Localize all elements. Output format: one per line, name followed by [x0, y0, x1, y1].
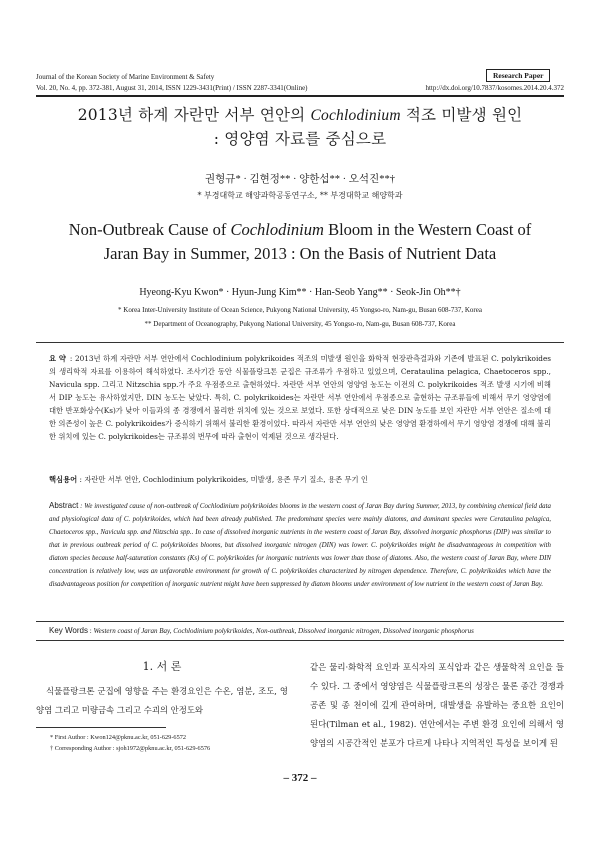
english-keywords: Key Words : Western coast of Jaran Bay, Cochlodinium polykrikoides, Non-outbreak, Dissolved inorganic nitrogen, Dissolved inorganic phosphorus: [49, 626, 474, 635]
footnote-rule: [36, 727, 166, 728]
intro-left-paragraph: 식물플랑크톤 군집에 영향을 주는 환경요인은 수온, 염분, 조도, 영양염 그리고 미량금속 그리고 수괴의 안정도와: [36, 686, 288, 715]
english-abstract-label: Abstract: [49, 501, 79, 510]
korean-keywords-label: 핵심용어: [49, 475, 78, 484]
english-authors: Hyeong-Kyu Kwon* · Hyun-Jung Kim** · Han-Seob Yang** · Seok-Jin Oh**†: [139, 287, 461, 298]
korean-abstract-label: 요 약: [49, 354, 66, 363]
section-heading-introduction: 1. 서 론: [142, 660, 182, 673]
korean-keywords: 핵심용어 : 자란만 서부 연안, Cochlodinium polykrikoides, 미발생, 용존 무기 질소, 용존 무기 인: [49, 475, 368, 484]
corresponding-author-footnote: † Corresponding Author : sjoh1972@pknu.ac.kr, 051-629-6576: [50, 745, 211, 752]
english-abstract: Abstract : We investigated cause of non-outbreak of Cochlodinium polykrikoides blooms in the western coast of Jaran Bay during Summer, 2013, by combining chemical field data and physiological data of C. polykrikoides, which had been already published. The predominant species were mainly diatoms, and dominant species were Cerataulina pelagica, Chaetoceros spp., Navicula spp. and Nitzschia spp.. In case of dissolved inorganic nutrients in the western coast of Jaran Bay, dissolved inorganic phosphorus (DIP) was similar to that in previous outbreak period of C. polykrikoides blooms, but dissolved inorganic nitrogen (DIN) was lower. C. polykrikoides might be disadvantageous in competition with diatom species because half-saturation constants (Ks) of C. polykrikoides for inorganic nutrients was lower than those of diatoms. Also, the western coast of Jaran Bay, where DIN concentration is relatively low, was an unfavorable environment for growth of C. polykrikoides characterized by nitrogen dependence. Therefore, C. polykrikoides which have the disadvantageous position for competition of inorganic nutrient might have been suppressed by diatom blooms under environment of low nutrient in the western coast of Jaran Bay.: [49, 501, 551, 588]
english-title-line2: Jaran Bay in Summer, 2013 : On the Basis of Nutrient Data: [103, 244, 497, 263]
korean-authors: 권형규* · 김현정** · 양한섭** · 오석진**†: [205, 174, 395, 185]
korean-affiliation: * 부경대학교 해양과학공동연구소, ** 부경대학교 해양학과: [197, 191, 403, 200]
abstract-top-rule: [36, 342, 564, 343]
korean-abstract: 요 약 : 2013년 하계 자란만 서부 연안에서 Cochlodinium polykrikoides 적조의 미발생 원인을 화학적 현장관측결과와 기존에 발표된 C. polykrikoides의 생리학적 자료를 이용하여 해석하였다. 조사기간 동안 식물플랑크톤 군집은 규조류가 우점하고 있었으며, Cerataulina pelagica, Chaetoceros spp., Navicula spp. 그리고 Nitzschia spp.가 주요 우점종으로 출현하였다. 자란만 서부 연안의 영양염 농도는 이전의 C. polykrikoides 적조 발생 시기에 비해서 DIP 농도는 유사하였지만, DIN 농도는 낮았다. 특히, C. polykrikoides는 자란만 서부 연안에서 우점종으로 출현하는 규조류들에 비해서 무기 영양염에 대한 반포화상수(Ks)가 낮아 이들과의 종 경쟁에서 불리한 위치에 있는 것으로 보였다. 또한 상대적으로 낮은 DIN 농도를 보인 자란만 서부 연안은 질소에 대한 의존성이 높은 C. polykrikoides가 증식하기 위해서 불리한 환경이었다. 따라서 자란만 서부 연안의 낮은 영양염 환경하에서 무기 영양염 경쟁에 대해 불리한 위치에 있는 C. polykrikoides는 규조류의 번무에 따라 출현이 억제된 것으로 생각된다.: [49, 354, 552, 441]
korean-title-line2: : 영양염 자료를 중심으로: [213, 130, 387, 148]
english-title-line1: Non-Outbreak Cause of Cochlodinium Bloom in the Western Coast of: [68, 220, 532, 239]
volume-line: Vol. 20, No. 4, pp. 372-381, August 31, 2014, ISSN 1229-3431(Print) / ISSN 2287-3341(Online): [36, 84, 308, 92]
english-keywords-text: Western coast of Jaran Bay, Cochlodinium polykrikoides, Non-outbreak, Dissolved inorganic nitrogen, Dissolved inorganic phosphorus: [93, 627, 474, 635]
journal-name: Journal of the Korean Society of Marine Environment & Safety: [36, 73, 215, 81]
abstract-bottom-rule: [36, 621, 564, 622]
english-affiliation-1: * Korea Inter-University Institute of Ocean Science, Pukyong National University, 45 Yongso-ro, Nam-gu, Busan 608-737, Korea: [118, 306, 482, 314]
header-rule: [36, 95, 564, 97]
korean-abstract-text: 2013년 하계 자란만 서부 연안에서 Cochlodinium polykrikoides 적조의 미발생 원인을 화학적 현장관측결과와 기존에 발표된 C. polykrikoides의 생리학적 자료를 이용하여 해석하였다. 조사기간 동안 식물플랑크톤 군집은 규조류가 우점하고 있었으며, Cerataulina pelagica, Chaetoceros spp., Navicula spp. 그리고 Nitzschia spp.가 주요 우점종으로 출현하였다. 자란만 서부 연안의 영양염 농도는 이전의 C. polykrikoides 적조 발생 시기에 비해서 DIP 농도는 유사하였지만, DIN 농도는 낮았다. 특히, C. polykrikoides는 자란만 서부 연안에서 우점종으로 출현하는 규조류들에 비해서 무기 영양염에 대한 반포화상수(Ks)가 낮아 이들과의 종 경쟁에서 불리한 위치에 있는 것으로 보였다. 또한 상대적으로 낮은 DIN 농도를 보인 자란만 서부 연안은 질소에 대한 의존성이 높은 C. polykrikoides가 증식하기 위해서 불리한 환경이었다. 따라서 자란만 서부 연안의 낮은 영양염 환경하에서 무기 영양염 경쟁에 대해 불리한 위치에 있는 C. polykrikoides는 규조류의 번무에 따라 출현이 억제된 것으로 생각된다.: [49, 354, 552, 441]
research-paper-badge: Research Paper: [486, 69, 550, 82]
keywords-bottom-rule: [36, 640, 564, 641]
korean-keywords-text: 자란만 서부 연안, Cochlodinium polykrikoides, 미발생, 용존 무기 질소, 용존 무기 인: [84, 475, 368, 484]
english-keywords-label: Key Words: [49, 626, 88, 635]
page-number: – 372 –: [283, 772, 317, 784]
doi-link[interactable]: http://dx.doi.org/10.7837/kosomes.2014.20.4.372: [425, 84, 564, 92]
intro-right-paragraph: 같은 물리·화학적 요인과 포식자의 포식압과 같은 생물학적 요인을 들 수 있다. 그 중에서 영양염은 식물플랑크톤의 성장은 물론 종간 경쟁과 공존 및 종 천이에 깊게 관여하며, 대발생을 유발하는 중요한 요인이 된다(Tilman et al., 1982). 연안에서는 주변 환경 요인에 의해서 영양염의 시공간적인 분포가 다르게 나타나 지역적인 특성을 보이게 된: [310, 662, 564, 748]
korean-title-line1: 2013년 하계 자란만 서부 연안의 Cochlodinium 적조 미발생 원인: [77, 106, 523, 124]
english-abstract-text: We investigated cause of non-outbreak of Cochlodinium polykrikoides blooms in the western coast of Jaran Bay during Summer, 2013, by combining chemical field data and physiological data of C. polykrikoides, which had been already published. The predominant species were mainly diatoms, and dominant species were Cerataulina pelagica, Chaetoceros spp., Navicula spp. and Nitzschia spp.. In case of dissolved inorganic nutrients in the western coast of Jaran Bay, dissolved inorganic phosphorus (DIP) was similar to that in previous outbreak period of C. polykrikoides blooms, but dissolved inorganic nitrogen (DIN) was lower. C. polykrikoides might be disadvantageous in competition with diatom species because half-saturation constants (Ks) of C. polykrikoides for inorganic nutrients was lower than those of diatoms. Also, the western coast of Jaran Bay, where DIN concentration is relatively low, was an unfavorable environment for growth of C. polykrikoides characterized by nitrogen dependence. Therefore, C. polykrikoides which have the disadvantageous position for competition of inorganic nutrient might have been suppressed by diatom blooms under environment of low nutrient in the western coast of Jaran Bay.: [49, 503, 551, 588]
first-author-footnote: * First Author : Kwon124@pknu.ac.kr, 051-629-6572: [50, 734, 187, 741]
english-affiliation-2: ** Department of Oceanography, Pukyong National University, 45 Yongso-ro, Nam-gu, Busan 608-737, Korea: [144, 320, 456, 328]
